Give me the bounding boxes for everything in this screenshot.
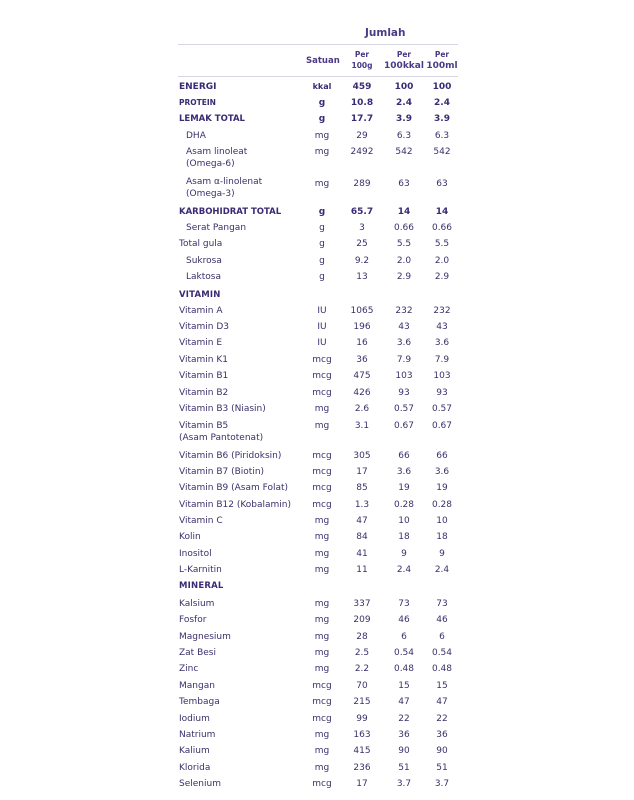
nutrient-name: Laktosa xyxy=(186,272,221,282)
value-per-100g: 17 xyxy=(356,467,368,477)
nutrient-name: Fosfor xyxy=(179,615,207,625)
nutrient-unit: g xyxy=(319,223,325,233)
nutrient-unit: mg xyxy=(314,664,330,674)
value-per-100g: 9.2 xyxy=(354,256,370,266)
nutrient-name: Vitamin B1 xyxy=(179,371,229,381)
section-title: MINERAL xyxy=(179,581,224,591)
nutrient-unit: g xyxy=(319,272,325,282)
nutrient-name: Kolin xyxy=(179,532,201,542)
value-per-100kkal: 22 xyxy=(398,714,410,724)
nutrient-unit: g xyxy=(318,114,326,124)
value-per-100kkal: 3.9 xyxy=(396,114,412,124)
value-per-100g: 17.7 xyxy=(350,114,374,124)
nutrient-name: Vitamin B12 (Kobalamin) xyxy=(179,500,292,510)
value-per-100kkal: 2.4 xyxy=(396,565,412,575)
nutrient-name-line1: Vitamin B5 xyxy=(179,421,229,431)
value-per-100ml: 90 xyxy=(436,746,448,756)
nutrient-unit: mcg xyxy=(312,697,332,707)
value-per-100ml: 14 xyxy=(435,207,449,217)
nutrient-unit: mg xyxy=(314,516,330,526)
amount-group-header: Jumlah xyxy=(365,27,406,39)
value-per-100kkal: 10 xyxy=(398,516,410,526)
value-per-100kkal: 15 xyxy=(398,681,410,691)
value-per-100ml: 73 xyxy=(436,599,448,609)
value-per-100kkal: 51 xyxy=(398,763,410,773)
value-per-100kkal: 3.7 xyxy=(396,779,412,789)
nutrient-name: Klorida xyxy=(179,763,211,773)
value-per-100g: 16 xyxy=(356,338,368,348)
nutrient-unit: g xyxy=(318,98,326,108)
value-per-100g: 17 xyxy=(356,779,368,789)
value-per-100kkal: 73 xyxy=(398,599,410,609)
nutrient-name: Zinc xyxy=(179,664,199,674)
nutrient-name-line2: (Omega-3) xyxy=(186,189,235,199)
per100ml-header-line1: Per xyxy=(434,50,450,59)
value-per-100g: 2492 xyxy=(350,147,374,157)
value-per-100g: 236 xyxy=(353,763,371,773)
value-per-100ml: 3.6 xyxy=(434,338,450,348)
value-per-100ml: 0.48 xyxy=(431,664,453,674)
value-per-100g: 475 xyxy=(353,371,371,381)
value-per-100ml: 100 xyxy=(432,82,452,92)
value-per-100ml: 47 xyxy=(436,697,448,707)
value-per-100ml: 6 xyxy=(439,632,445,642)
value-per-100ml: 36 xyxy=(436,730,448,740)
value-per-100g: 163 xyxy=(353,730,371,740)
nutrient-unit: IU xyxy=(317,322,327,332)
value-per-100kkal: 93 xyxy=(398,388,410,398)
value-per-100ml: 0.67 xyxy=(431,421,453,431)
per100kkal-header-line1: Per xyxy=(396,50,412,59)
value-per-100g: 70 xyxy=(356,681,368,691)
nutrient-unit: mcg xyxy=(312,451,332,461)
nutrient-unit: IU xyxy=(317,306,327,316)
value-per-100g: 459 xyxy=(352,82,372,92)
value-per-100ml: 2.0 xyxy=(434,256,450,266)
value-per-100g: 289 xyxy=(353,179,371,189)
nutrient-unit: mg xyxy=(314,532,330,542)
nutrient-name: Zat Besi xyxy=(179,648,216,658)
per100ml-header-line2: 100ml xyxy=(426,61,458,71)
value-per-100kkal: 0.48 xyxy=(393,664,415,674)
value-per-100kkal: 19 xyxy=(398,483,410,493)
nutrient-name-line1: Asam linoleat xyxy=(186,147,248,157)
value-per-100kkal: 2.9 xyxy=(396,272,412,282)
value-per-100ml: 3.9 xyxy=(434,114,450,124)
value-per-100g: 47 xyxy=(356,516,368,526)
nutrient-unit: IU xyxy=(317,338,327,348)
nutrient-name: Vitamin K1 xyxy=(179,355,228,365)
value-per-100g: 415 xyxy=(353,746,371,756)
value-per-100ml: 3.6 xyxy=(434,467,450,477)
value-per-100kkal: 2.4 xyxy=(396,98,412,108)
value-per-100kkal: 5.5 xyxy=(396,239,412,249)
value-per-100kkal: 0.57 xyxy=(393,404,415,414)
value-per-100ml: 22 xyxy=(436,714,448,724)
value-per-100ml: 542 xyxy=(433,147,451,157)
nutrient-name: PROTEIN xyxy=(179,98,216,107)
nutrient-name: L-Karnitin xyxy=(179,565,222,575)
nutrient-name-line2: (Asam Pantotenat) xyxy=(179,433,264,443)
nutrient-unit: mg xyxy=(314,131,330,141)
value-per-100kkal: 542 xyxy=(395,147,413,157)
nutrient-unit: g xyxy=(319,256,325,266)
value-per-100ml: 10 xyxy=(436,516,448,526)
value-per-100kkal: 0.54 xyxy=(393,648,415,658)
nutrient-name: Vitamin E xyxy=(179,338,223,348)
value-per-100g: 99 xyxy=(356,714,368,724)
value-per-100ml: 7.9 xyxy=(434,355,450,365)
nutrient-name: Vitamin B6 (Piridoksin) xyxy=(179,451,282,461)
nutrient-unit: mcg xyxy=(312,779,332,789)
nutrient-unit: mg xyxy=(314,632,330,642)
nutrient-unit: mg xyxy=(314,615,330,625)
value-per-100ml: 15 xyxy=(436,681,448,691)
value-per-100kkal: 46 xyxy=(398,615,410,625)
value-per-100kkal: 0.67 xyxy=(393,421,415,431)
nutrient-name: Iodium xyxy=(179,714,210,724)
value-per-100ml: 0.28 xyxy=(431,500,453,510)
value-per-100kkal: 100 xyxy=(394,82,414,92)
nutrient-unit: mg xyxy=(314,549,330,559)
nutrient-name: KARBOHIDRAT TOTAL xyxy=(179,207,282,217)
nutrient-name: Vitamin D3 xyxy=(179,322,229,332)
value-per-100ml: 63 xyxy=(436,179,448,189)
section-title: VITAMIN xyxy=(179,290,221,300)
nutrient-unit: mg xyxy=(314,746,330,756)
nutrient-name: Vitamin A xyxy=(179,306,223,316)
nutrient-unit: g xyxy=(318,207,326,217)
nutrient-unit: mcg xyxy=(312,371,332,381)
nutrient-unit: mcg xyxy=(312,467,332,477)
value-per-100ml: 103 xyxy=(433,371,451,381)
value-per-100ml: 232 xyxy=(433,306,451,316)
unit-column-header: Satuan xyxy=(306,56,340,66)
value-per-100kkal: 90 xyxy=(398,746,410,756)
value-per-100g: 85 xyxy=(356,483,368,493)
value-per-100kkal: 36 xyxy=(398,730,410,740)
value-per-100ml: 2.9 xyxy=(434,272,450,282)
nutrient-name: Vitamin B3 (Niasin) xyxy=(179,404,266,414)
nutrient-name: Tembaga xyxy=(179,697,220,707)
header-top-divider xyxy=(178,44,458,45)
nutrient-unit: mg xyxy=(314,404,330,414)
nutrient-unit: mcg xyxy=(312,355,332,365)
nutrient-unit: mcg xyxy=(312,714,332,724)
nutrient-name: Kalsium xyxy=(179,599,215,609)
value-per-100kkal: 6.3 xyxy=(396,131,412,141)
value-per-100kkal: 63 xyxy=(398,179,410,189)
value-per-100g: 2.2 xyxy=(354,664,370,674)
value-per-100kkal: 232 xyxy=(395,306,413,316)
nutrient-unit: mg xyxy=(314,599,330,609)
value-per-100ml: 2.4 xyxy=(434,565,450,575)
nutrient-unit: g xyxy=(319,239,325,249)
value-per-100kkal: 3.6 xyxy=(396,338,412,348)
value-per-100g: 2.5 xyxy=(354,648,370,658)
value-per-100g: 215 xyxy=(353,697,371,707)
value-per-100ml: 0.57 xyxy=(431,404,453,414)
value-per-100g: 11 xyxy=(356,565,368,575)
value-per-100ml: 6.3 xyxy=(434,131,450,141)
value-per-100kkal: 66 xyxy=(398,451,410,461)
nutrient-name-line1: Asam α-linolenat xyxy=(186,177,263,187)
value-per-100ml: 51 xyxy=(436,763,448,773)
value-per-100ml: 66 xyxy=(436,451,448,461)
value-per-100kkal: 2.0 xyxy=(396,256,412,266)
value-per-100kkal: 9 xyxy=(401,549,407,559)
value-per-100ml: 19 xyxy=(436,483,448,493)
value-per-100ml: 18 xyxy=(436,532,448,542)
value-per-100kkal: 3.6 xyxy=(396,467,412,477)
nutrient-name: Magnesium xyxy=(179,632,231,642)
value-per-100g: 337 xyxy=(353,599,371,609)
value-per-100g: 3.1 xyxy=(354,421,370,431)
value-per-100kkal: 0.28 xyxy=(393,500,415,510)
nutrient-name: Inositol xyxy=(179,549,212,559)
value-per-100kkal: 7.9 xyxy=(396,355,412,365)
value-per-100g: 3 xyxy=(359,223,365,233)
value-per-100g: 426 xyxy=(353,388,371,398)
value-per-100g: 36 xyxy=(356,355,368,365)
value-per-100g: 41 xyxy=(356,549,368,559)
nutrient-name: DHA xyxy=(186,131,206,141)
value-per-100g: 28 xyxy=(356,632,368,642)
per100kkal-header-line2: 100kkal xyxy=(384,61,424,71)
nutrient-unit: mcg xyxy=(312,681,332,691)
value-per-100ml: 9 xyxy=(439,549,445,559)
value-per-100kkal: 6 xyxy=(401,632,407,642)
value-per-100g: 196 xyxy=(353,322,371,332)
nutrient-name: Kalium xyxy=(179,746,210,756)
value-per-100kkal: 14 xyxy=(397,207,411,217)
value-per-100ml: 5.5 xyxy=(434,239,450,249)
value-per-100g: 2.6 xyxy=(354,404,370,414)
nutrient-name: Sukrosa xyxy=(186,256,222,266)
value-per-100g: 25 xyxy=(356,239,368,249)
nutrient-unit: mg xyxy=(314,421,330,431)
nutrient-unit: mcg xyxy=(312,483,332,493)
value-per-100kkal: 0.66 xyxy=(393,223,415,233)
nutrient-name: Vitamin B9 (Asam Folat) xyxy=(179,483,289,493)
nutrient-name: Total gula xyxy=(179,239,223,249)
nutrient-name: Serat Pangan xyxy=(186,223,247,233)
value-per-100g: 29 xyxy=(356,131,368,141)
value-per-100g: 13 xyxy=(356,272,368,282)
nutrient-unit: mcg xyxy=(312,500,332,510)
value-per-100g: 209 xyxy=(353,615,371,625)
value-per-100ml: 2.4 xyxy=(434,98,450,108)
nutrient-name: ENERGI xyxy=(179,82,217,92)
nutrient-name-line2: (Omega-6) xyxy=(186,159,235,169)
nutrient-unit: kkal xyxy=(312,82,332,91)
value-per-100kkal: 47 xyxy=(398,697,410,707)
nutrient-unit: mg xyxy=(314,648,330,658)
nutrient-name: Natrium xyxy=(179,730,216,740)
value-per-100ml: 0.54 xyxy=(431,648,453,658)
per100g-header-line1: Per xyxy=(354,50,370,59)
value-per-100g: 10.8 xyxy=(350,98,374,108)
value-per-100g: 305 xyxy=(353,451,371,461)
nutrient-name: Selenium xyxy=(179,779,221,789)
nutrient-unit: mg xyxy=(314,763,330,773)
nutrient-name: Vitamin B7 (Biotin) xyxy=(179,467,265,477)
header-bottom-divider xyxy=(178,76,458,77)
value-per-100g: 65.7 xyxy=(350,207,374,217)
nutrient-name: Vitamin C xyxy=(179,516,223,526)
nutrient-name: LEMAK TOTAL xyxy=(179,114,245,124)
value-per-100ml: 43 xyxy=(436,322,448,332)
value-per-100ml: 46 xyxy=(436,615,448,625)
value-per-100ml: 0.66 xyxy=(431,223,453,233)
nutrient-unit: mcg xyxy=(312,388,332,398)
nutrient-unit: mg xyxy=(314,565,330,575)
value-per-100g: 1.3 xyxy=(354,500,370,510)
value-per-100ml: 93 xyxy=(436,388,448,398)
value-per-100g: 1065 xyxy=(350,306,374,316)
nutrient-unit: mg xyxy=(314,147,330,157)
value-per-100kkal: 18 xyxy=(398,532,410,542)
per100g-header-line2: 100g xyxy=(351,61,373,70)
nutrient-name: Vitamin B2 xyxy=(179,388,229,398)
nutrient-unit: mg xyxy=(314,179,330,189)
value-per-100ml: 3.7 xyxy=(434,779,450,789)
value-per-100kkal: 43 xyxy=(398,322,410,332)
value-per-100kkal: 103 xyxy=(395,371,413,381)
value-per-100g: 84 xyxy=(356,532,368,542)
nutrient-name: Mangan xyxy=(179,681,215,691)
nutrient-unit: mg xyxy=(314,730,330,740)
